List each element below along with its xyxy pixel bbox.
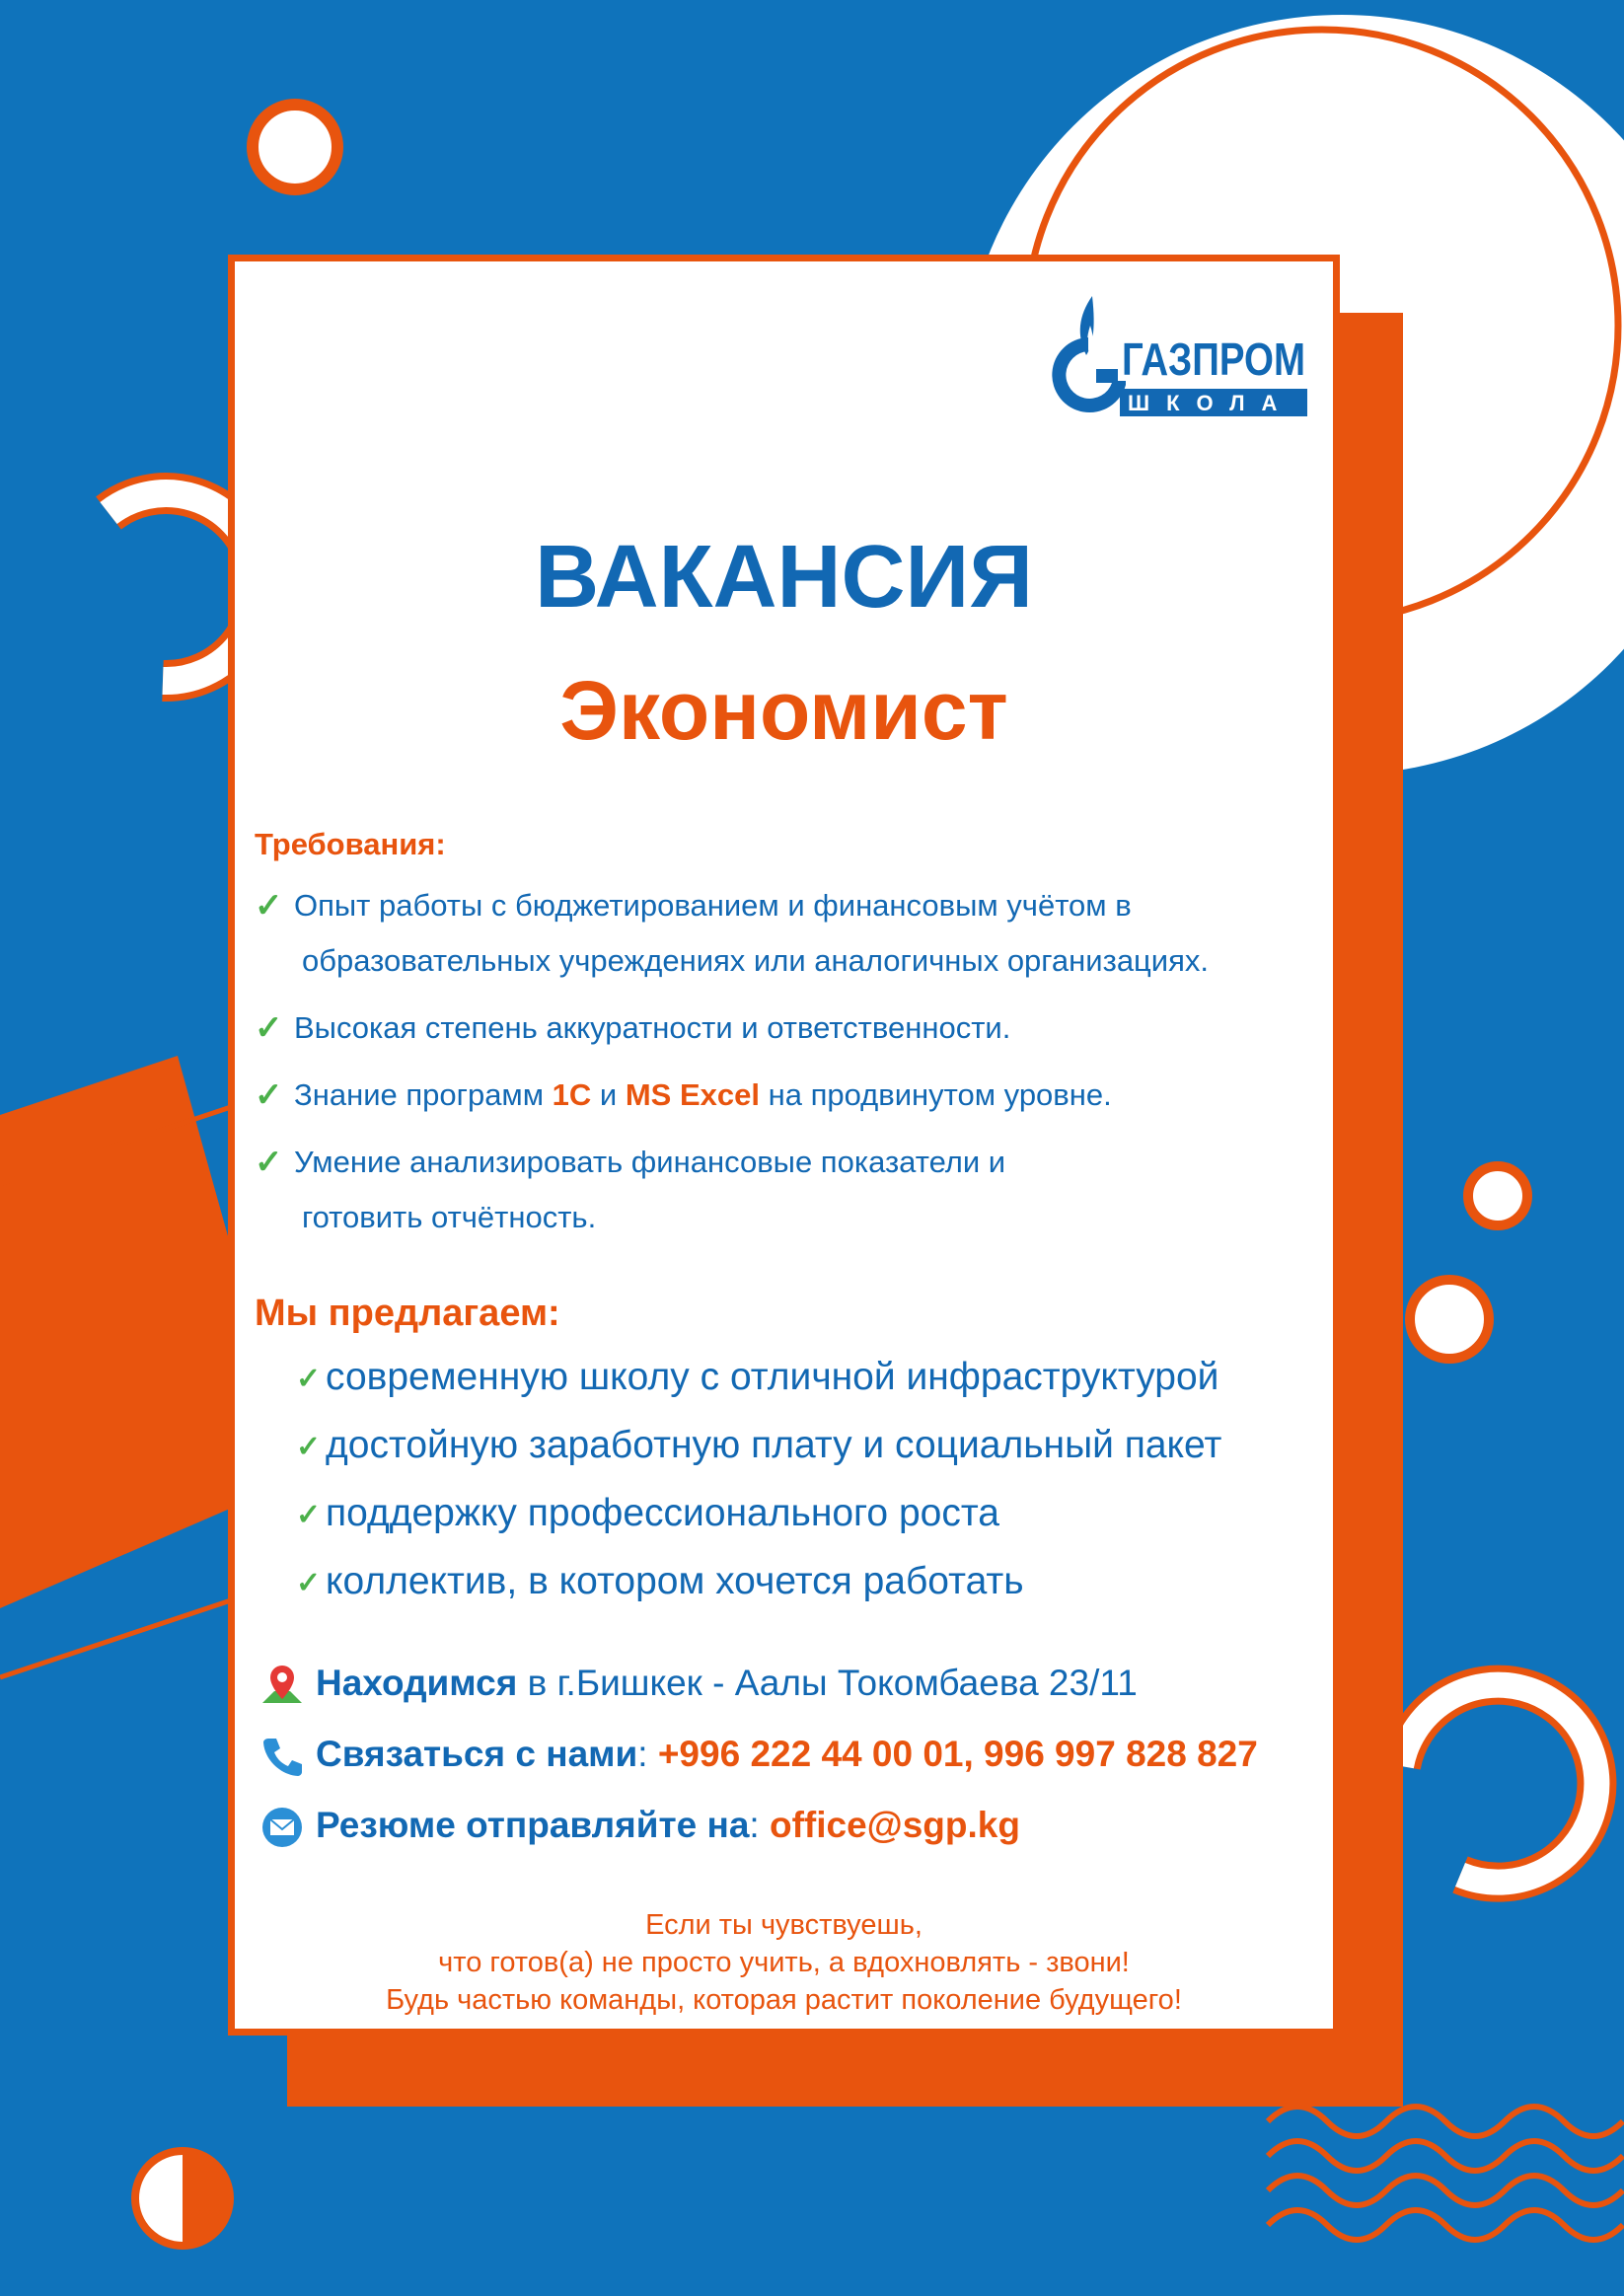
email-row: Резюме отправляйте на: office@sgp.kg (258, 1802, 1324, 1849)
phone-icon (258, 1733, 306, 1780)
job-title: Экономист (559, 664, 1008, 757)
offer-item: ✓ поддержку профессионального роста (296, 1490, 1322, 1537)
requirement-text: Высокая степень аккуратности и ответственности. (294, 1010, 1011, 1045)
email-label: Резюме отправляйте на (316, 1805, 750, 1845)
footer-line: Если ты чувствуешь, (645, 1909, 923, 1941)
requirement-item (255, 1000, 1300, 1056)
offer-list (296, 1354, 1322, 1626)
phone-value[interactable]: +996 222 44 00 01, 996 997 828 827 (657, 1734, 1258, 1774)
requirement-text: образовательных учреждениях или аналогичных организациях. (302, 943, 1210, 978)
waves (1268, 2107, 1623, 2240)
requirement-text: готовить отчётность. (302, 1200, 597, 1234)
offer-item: ✓ современную школу с отличной инфраструктурой (296, 1354, 1322, 1401)
map-pin-icon (258, 1662, 306, 1709)
check-icon: ✓ (296, 1499, 322, 1531)
requirements-list (255, 878, 1300, 1257)
check-icon: ✓ (296, 1567, 322, 1599)
gazprom-school-logo (1031, 286, 1309, 434)
page-title: ВАКАНСИЯ (535, 528, 1033, 627)
ring-right-1 (1468, 1166, 1527, 1225)
footer-line: что готов(а) не просто учить, а вдохновлять - звони! (438, 1947, 1130, 1978)
check-icon: ✓ (255, 1076, 283, 1114)
check-icon: ✓ (296, 1431, 322, 1463)
check-icon: ✓ (255, 887, 283, 925)
phone-row: Связаться с нами: +996 222 44 00 01, 996 997 828 827 (258, 1731, 1324, 1778)
footer-note (228, 1906, 1340, 2019)
contacts-block (258, 1660, 1324, 1873)
ring-right-2 (1410, 1280, 1489, 1359)
half-circle-fill (183, 2151, 230, 2246)
location-value: в г.Бишкек - Аалы Токомбаева 23/11 (517, 1663, 1138, 1703)
requirement-text: Опыт работы с бюджетированием и финансовым учётом в (294, 888, 1132, 923)
highlight-1c: 1С (552, 1077, 592, 1112)
highlight-excel: MS Excel (625, 1077, 760, 1112)
requirement-item (255, 1135, 1300, 1245)
requirement-text: Умение анализировать финансовые показатели и (294, 1145, 1006, 1179)
offer-item: ✓ достойную заработную плату и социальный пакет (296, 1422, 1322, 1469)
requirement-text: Знание программ 1С и MS Excel на продвинутом уровне. (294, 1077, 1112, 1112)
check-icon: ✓ (255, 1009, 283, 1047)
logo-sub: ШКОЛА (1128, 391, 1294, 415)
ring-top-left (253, 105, 337, 189)
location-label: Находимся (316, 1663, 518, 1703)
requirements-heading: Требования: (255, 827, 446, 861)
arc-right-inner (1401, 1685, 1596, 1883)
offer-item: ✓ коллектив, в котором хочется работать (296, 1558, 1322, 1605)
email-link[interactable]: office@sgp.kg (769, 1805, 1020, 1845)
left-line-2 (0, 1598, 237, 1677)
footer-line: Будь частью команды, которая растит поколение будущего! (386, 1984, 1182, 2016)
check-icon: ✓ (296, 1363, 322, 1395)
requirement-item (255, 878, 1300, 989)
logo-name: ГАЗПРОМ (1122, 333, 1305, 385)
mail-icon (258, 1804, 306, 1851)
offer-heading: Мы предлагаем: (255, 1293, 560, 1334)
logo-mark-icon (1052, 296, 1126, 412)
location-row (258, 1660, 1324, 1707)
check-icon: ✓ (255, 1144, 283, 1181)
phone-label: Связаться с нами (316, 1734, 638, 1774)
requirement-item (255, 1068, 1300, 1123)
